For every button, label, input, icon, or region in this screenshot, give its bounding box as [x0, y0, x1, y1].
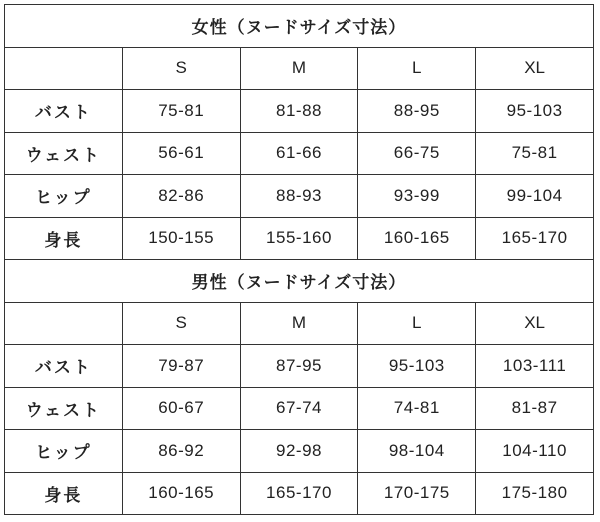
women-waist-label: ウェスト [5, 132, 123, 175]
men-waist-l: 74-81 [358, 387, 476, 430]
men-size-header-l: L [358, 302, 476, 345]
men-waist-m: 67-74 [240, 387, 358, 430]
women-hip-l: 93-99 [358, 175, 476, 218]
men-size-header-s: S [122, 302, 240, 345]
women-section-title-row [5, 5, 594, 48]
women-bust-s: 75-81 [122, 90, 240, 133]
women-bust-xl: 95-103 [476, 90, 594, 133]
women-waist-m: 61-66 [240, 132, 358, 175]
women-height-m: 155-160 [240, 217, 358, 260]
men-bust-m: 87-95 [240, 345, 358, 388]
men-height-s: 160-165 [122, 472, 240, 515]
men-hip-s: 86-92 [122, 430, 240, 473]
men-height-m: 165-170 [240, 472, 358, 515]
women-height-xl: 165-170 [476, 217, 594, 260]
women-height-row [5, 217, 594, 260]
men-size-header-m: M [240, 302, 358, 345]
men-waist-xl: 81-87 [476, 387, 594, 430]
women-waist-row [5, 132, 594, 175]
women-bust-m: 81-88 [240, 90, 358, 133]
women-section-title: 女性（ヌードサイズ寸法） [5, 5, 594, 48]
men-height-row [5, 472, 594, 515]
women-hip-label: ヒップ [5, 175, 123, 218]
women-height-l: 160-165 [358, 217, 476, 260]
women-size-header-xl: XL [476, 47, 594, 90]
men-hip-xl: 104-110 [476, 430, 594, 473]
women-hip-xl: 99-104 [476, 175, 594, 218]
women-height-s: 150-155 [122, 217, 240, 260]
women-size-header-s: S [122, 47, 240, 90]
women-corner-cell [5, 47, 123, 90]
women-waist-s: 56-61 [122, 132, 240, 175]
men-size-header-xl: XL [476, 302, 594, 345]
women-hip-m: 88-93 [240, 175, 358, 218]
men-section-title: 男性（ヌードサイズ寸法） [5, 260, 594, 303]
men-height-label: 身長 [5, 472, 123, 515]
men-waist-s: 60-67 [122, 387, 240, 430]
women-waist-xl: 75-81 [476, 132, 594, 175]
men-corner-cell [5, 302, 123, 345]
women-size-header-m: M [240, 47, 358, 90]
men-hip-label: ヒップ [5, 430, 123, 473]
women-hip-s: 82-86 [122, 175, 240, 218]
women-bust-row [5, 90, 594, 133]
men-waist-row [5, 387, 594, 430]
men-size-header-row [5, 302, 594, 345]
size-chart-table [4, 4, 594, 515]
women-size-header-l: L [358, 47, 476, 90]
men-hip-row [5, 430, 594, 473]
women-waist-l: 66-75 [358, 132, 476, 175]
men-height-xl: 175-180 [476, 472, 594, 515]
men-bust-xl: 103-111 [476, 345, 594, 388]
women-bust-l: 88-95 [358, 90, 476, 133]
men-height-l: 170-175 [358, 472, 476, 515]
men-waist-label: ウェスト [5, 387, 123, 430]
women-height-label: 身長 [5, 217, 123, 260]
men-bust-s: 79-87 [122, 345, 240, 388]
men-section-title-row [5, 260, 594, 303]
women-hip-row [5, 175, 594, 218]
women-size-header-row [5, 47, 594, 90]
men-bust-l: 95-103 [358, 345, 476, 388]
men-hip-m: 92-98 [240, 430, 358, 473]
women-bust-label: バスト [5, 90, 123, 133]
men-hip-l: 98-104 [358, 430, 476, 473]
men-bust-label: バスト [5, 345, 123, 388]
men-bust-row [5, 345, 594, 388]
